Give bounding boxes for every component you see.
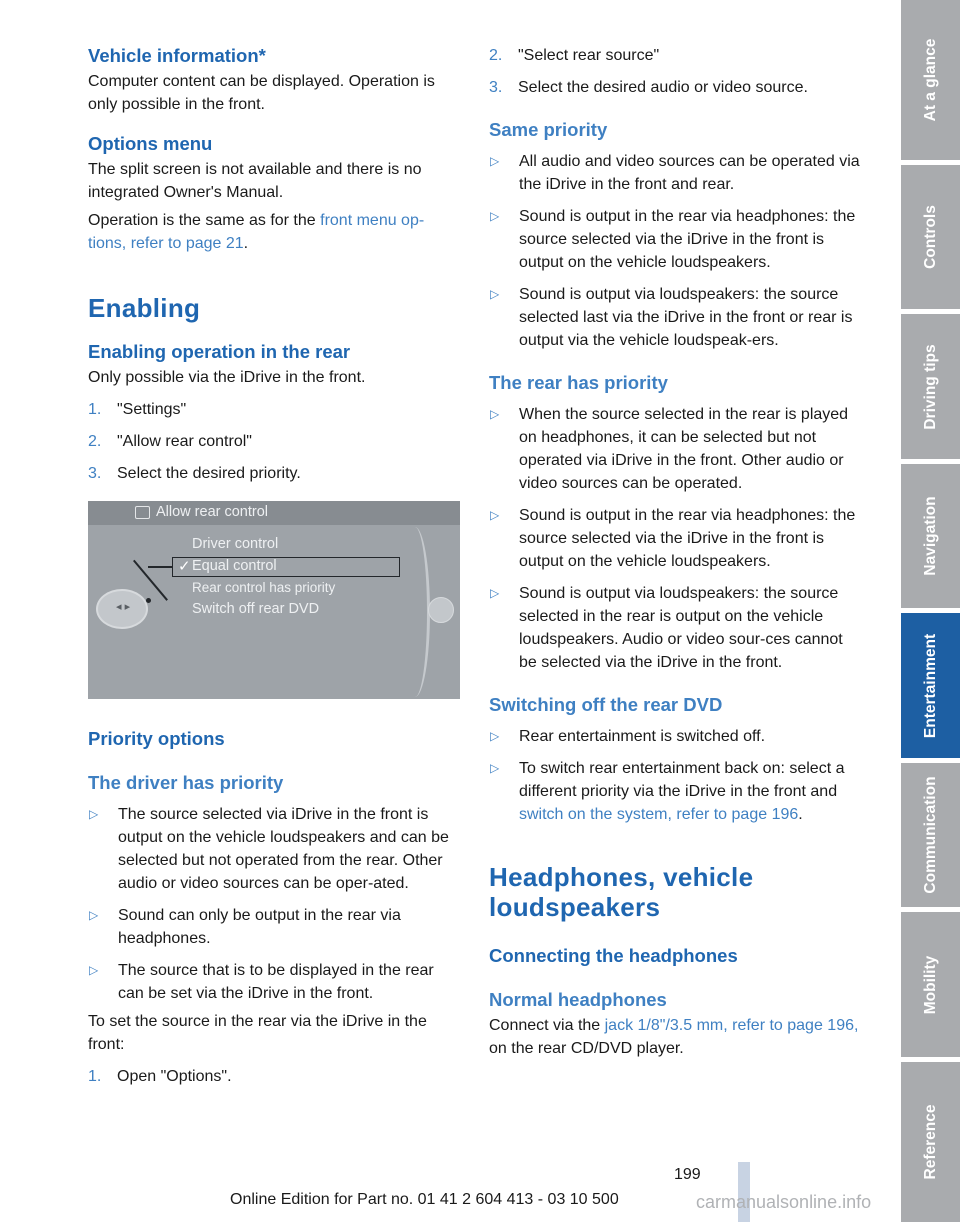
list-item: ▷ All audio and video sources can be operated via the iDrive in the front and rear. (489, 150, 863, 196)
switch-on-system-link[interactable]: switch on the system, refer to page 196 (519, 806, 799, 823)
list-item: ▷ Rear entertainment is switched off. (489, 725, 863, 748)
connecting-heading: Connecting the headphones (489, 945, 738, 966)
same-priority-list (489, 150, 863, 352)
enabling-heading: Enabling (88, 293, 201, 323)
screen-item-switch-off: Switch off rear DVD (192, 601, 320, 617)
bullet-triangle-icon: ▷ (490, 508, 500, 522)
page-number: 199 (674, 1166, 701, 1183)
tab-reference[interactable]: Reference (901, 1062, 960, 1222)
list-item: ▷ Sound is output via loudspeakers: the source selected in the rear is output on the vehicle loudspeakers. Audio or video sour‐ces cannot be selected via the iDrive in the front. (489, 582, 863, 674)
vehicle-info-heading: Vehicle information* (88, 45, 266, 66)
bullet-triangle-icon: ▷ (490, 209, 500, 223)
bullet-triangle-icon: ▷ (89, 807, 99, 821)
options-menu-text: The split screen is not available and there is no integrated Owner's Manual. (88, 161, 422, 201)
list-item: ▷ Sound is output via loudspeakers: the source selected last via the iDrive in the front or rear is output via the vehicle loudspeak‐ers. (489, 283, 863, 352)
check-icon: ✓ (178, 558, 191, 575)
bullet-triangle-icon: ▷ (490, 287, 500, 301)
enabling-rear-text: Only possible via the iDrive in the front. (88, 369, 366, 386)
enabling-steps (88, 398, 462, 485)
bullet-triangle-icon: ▷ (89, 908, 99, 922)
tab-mobility[interactable]: Mobility (901, 912, 960, 1057)
tab-controls[interactable]: Controls (901, 165, 960, 309)
switch-off-list (489, 725, 863, 826)
idrive-screen-image (88, 501, 460, 699)
screen-menu-icon (135, 506, 150, 519)
driver-priority-heading: The driver has priority (88, 772, 284, 793)
jack-link[interactable]: jack 1/8"/3.5 mm, refer to page 196, (604, 1017, 859, 1034)
operation-end: . (243, 235, 249, 252)
list-item: 3. Select the desired audio or video source. (489, 79, 808, 96)
operation-text: Operation is the same as for the (88, 212, 321, 229)
screen-item-equal-control: Equal control (192, 558, 277, 574)
front-menu-options-link[interactable]: front menu op‐tions, refer to page 21 (88, 212, 425, 252)
priority-options-heading: Priority options (88, 728, 225, 749)
screen-right-knob-icon (428, 597, 454, 623)
tab-navigation[interactable]: Navigation (901, 464, 960, 608)
bullet-triangle-icon: ▷ (89, 963, 99, 977)
screen-item-driver-control: Driver control (192, 536, 279, 552)
bullet-triangle-icon: ▷ (490, 586, 500, 600)
screen-item-rear-priority: Rear control has priority (192, 580, 336, 595)
switch-off-heading: Switching off the rear DVD (489, 694, 723, 715)
knob-arrows: ◂ ▸ (116, 601, 131, 613)
list-item: ▷ When the source selected in the rear is played on headphones, it can be selected but not operated via iDrive in the front. Other audio or video sources can be operated. (489, 403, 863, 495)
screen-scroll-arc (400, 527, 430, 697)
normal-headphones-heading: Normal headphones (489, 989, 667, 1010)
connect-paragraph: Connect via the jack 1/8"/3.5 mm, refer to page 196, on the rear CD/DVD player. (489, 1017, 859, 1057)
vehicle-info-text: Computer content can be displayed. Operation is only possible in the front. (88, 73, 435, 113)
same-priority-heading: Same priority (489, 119, 608, 140)
pointer-dot (146, 598, 151, 603)
list-item: 1. Open "Options". (88, 1068, 232, 1085)
operation-paragraph (88, 209, 462, 255)
list-item: ▷ Sound is output in the rear via headphones: the source selected via the iDrive in the front is output on the vehicle loudspeakers. (489, 504, 863, 573)
bullet-triangle-icon: ▷ (490, 154, 500, 168)
list-item: 3. Select the desired priority. (88, 465, 301, 482)
set-source-text: To set the source in the rear via the iDrive in the front: (88, 1013, 427, 1053)
pointer-line (148, 566, 172, 568)
bullet-triangle-icon: ▷ (490, 729, 500, 743)
screen-title: Allow rear control (156, 504, 269, 520)
list-item: ▷ The source selected via iDrive in the front is output on the vehicle loudspeakers and can be selected but not operated from the rear. Other audio or video sources can be oper‐ated. (88, 803, 462, 895)
chapter-sidebar (901, 0, 960, 1222)
list-item: ▷ To switch rear entertainment back on: select a different priority via the iDrive in the front and switch on the system, refer to page 196. (489, 757, 863, 826)
list-item: 2. "Allow rear control" (88, 433, 252, 450)
tab-driving-tips[interactable]: Driving tips (901, 314, 960, 459)
tab-communication[interactable]: Communication (901, 763, 960, 907)
enabling-rear-heading: Enabling operation in the rear (88, 341, 351, 362)
rear-priority-heading: The rear has priority (489, 372, 668, 393)
list-item: ▷ The source that is to be displayed in the rear can be set via the iDrive in the front. (88, 959, 462, 1005)
tab-at-a-glance[interactable]: At a glance (901, 0, 960, 160)
list-item: ▷ Sound can only be output in the rear via headphones. (88, 904, 462, 950)
list-item: 2. "Select rear source" (489, 47, 660, 64)
list-item: ▷ Sound is output in the rear via headphones: the source selected via the iDrive in the front is output on the vehicle loudspeakers. (489, 205, 863, 274)
bullet-triangle-icon: ▷ (490, 407, 500, 421)
headphones-heading: Headphones, vehicle loudspeakers (489, 862, 754, 922)
options-menu-heading: Options menu (88, 133, 213, 154)
bullet-triangle-icon: ▷ (490, 761, 500, 775)
list-item: 1. "Settings" (88, 401, 187, 418)
rear-priority-list (489, 403, 863, 674)
watermark: carmanualsonline.info (696, 1192, 872, 1212)
left-column (88, 44, 462, 1088)
driver-priority-list (88, 803, 462, 1005)
right-column (489, 44, 863, 1060)
tab-entertainment[interactable]: Entertainment (901, 613, 960, 758)
footer-edition-text: Online Edition for Part no. 01 41 2 604 413 - 03 10 500 (230, 1191, 619, 1208)
